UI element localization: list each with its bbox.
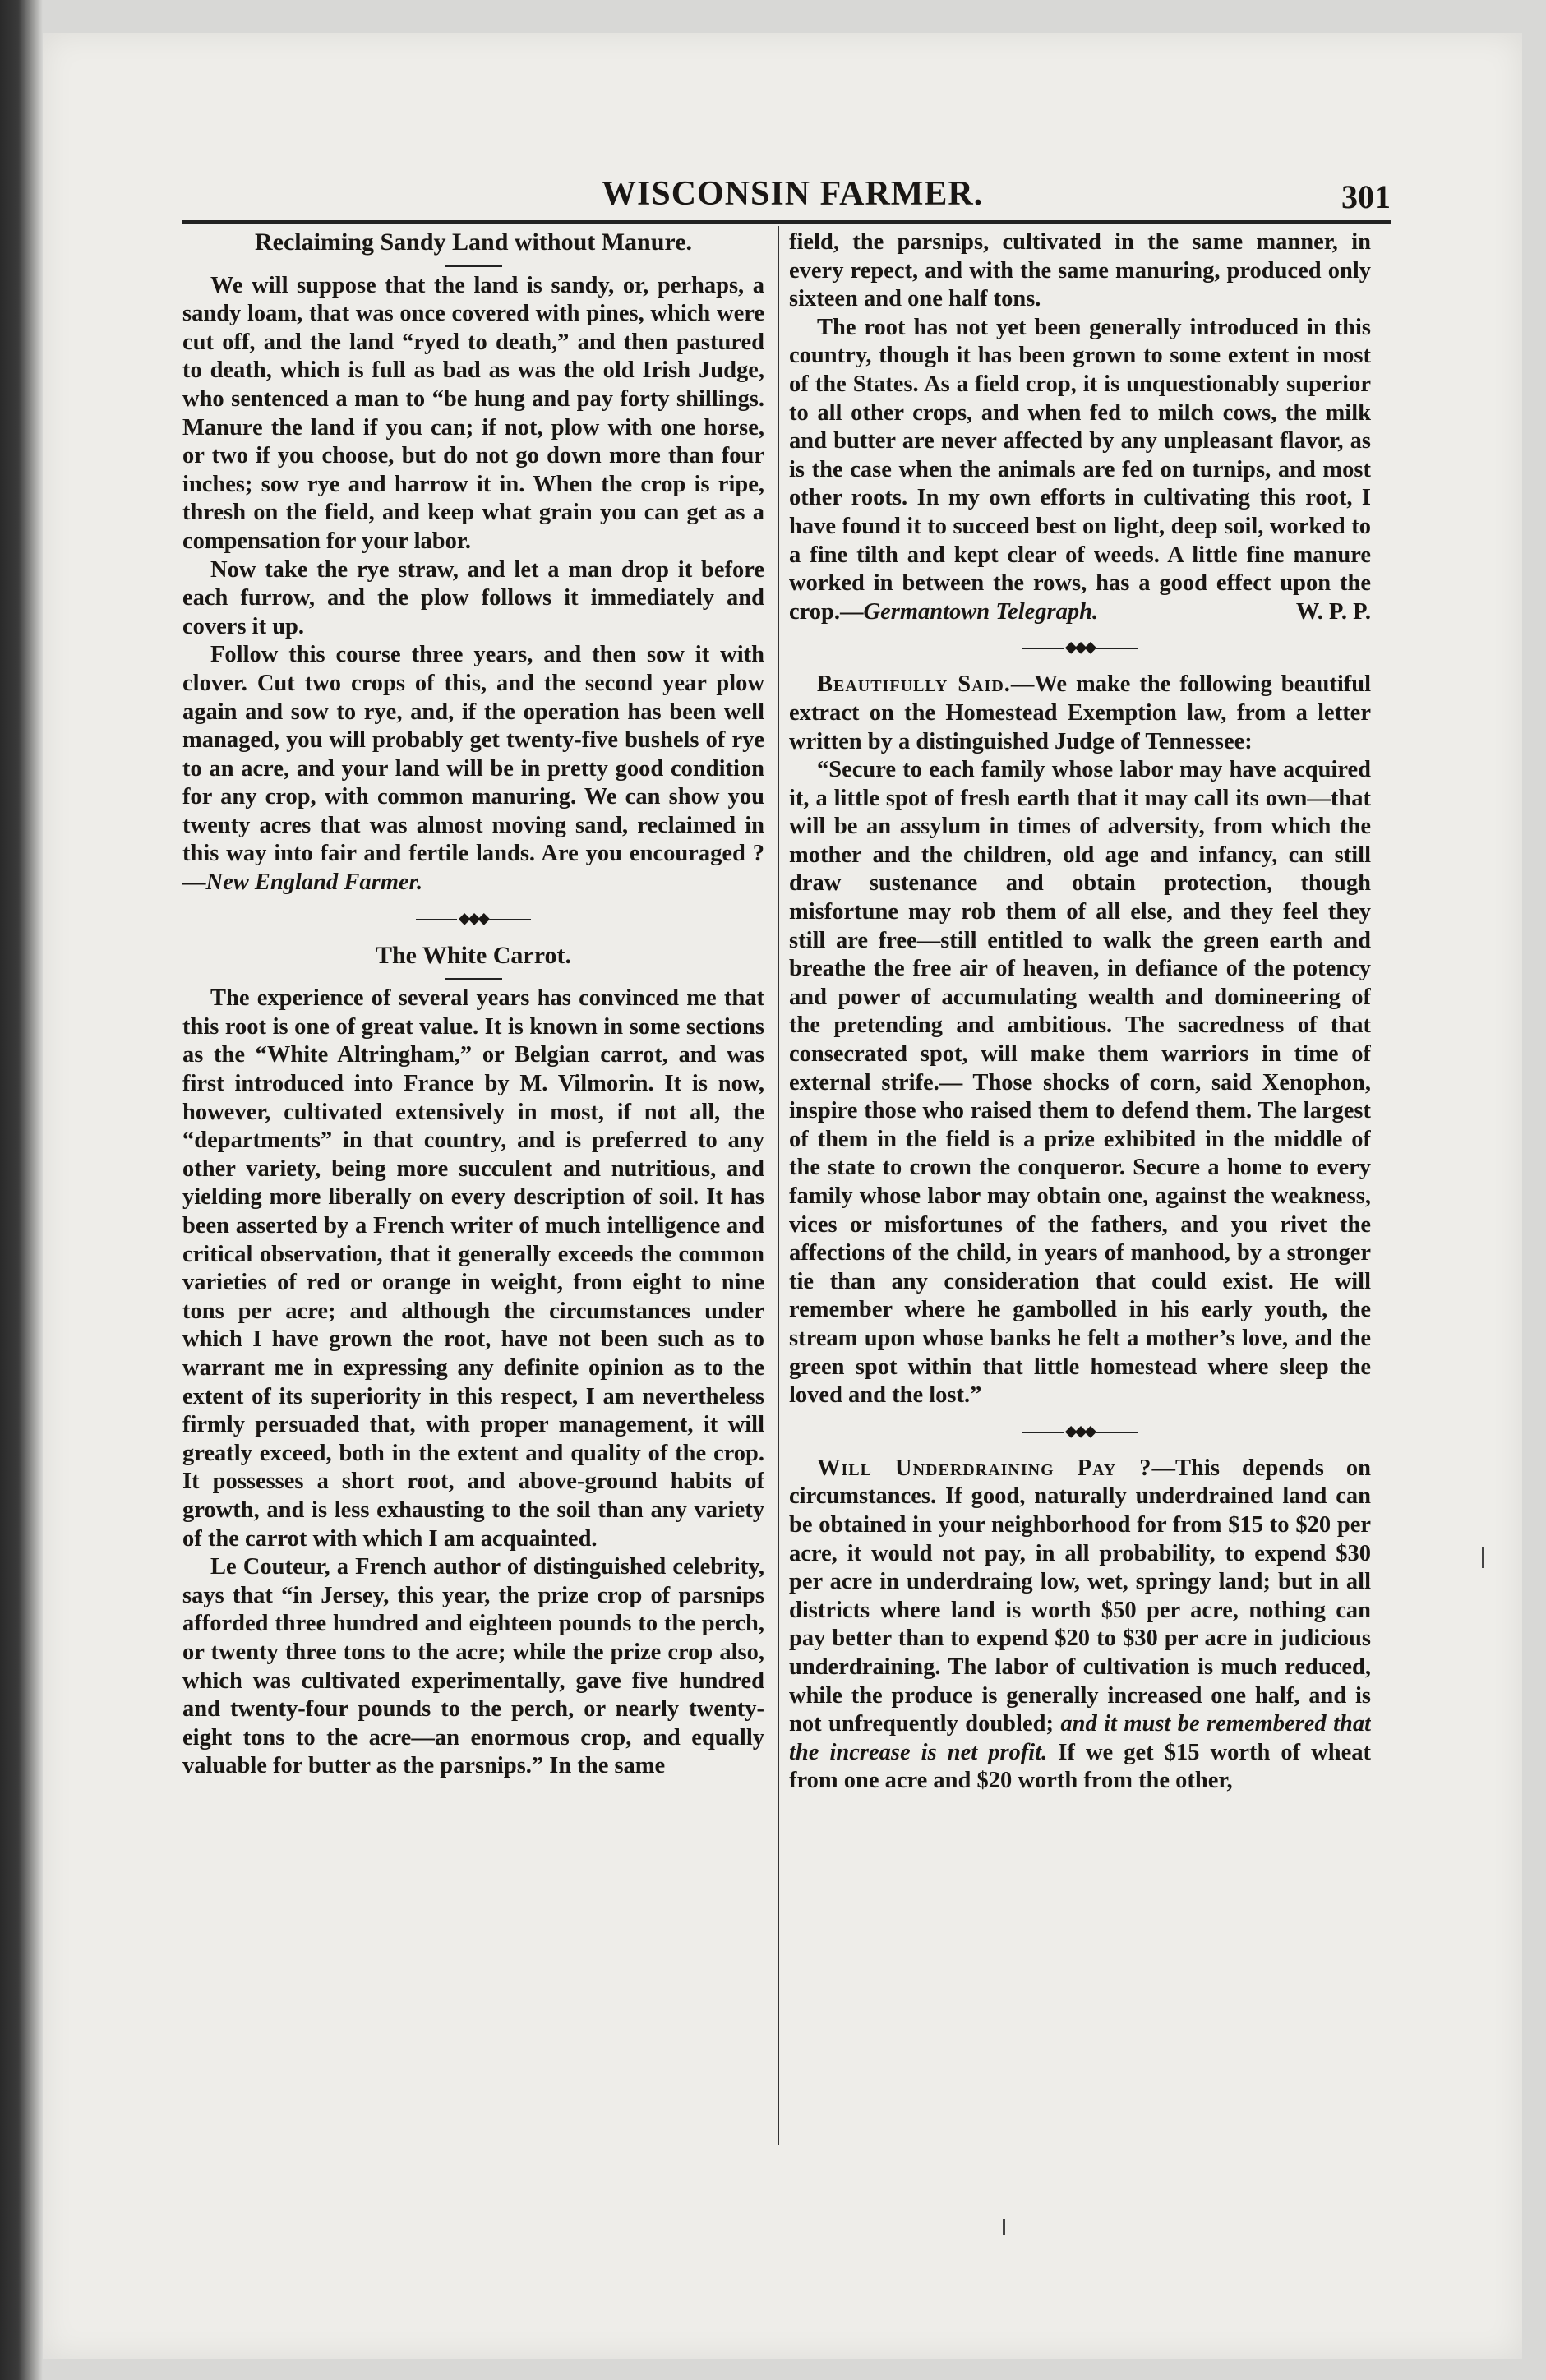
- quote-paragraph: “Secure to each family whose labor may have acquired it, a little spot of fresh earth that it may call its own—that will be an assylum in times of adversity, from which the mother and the children, old age and infancy, can still draw sustenance and obtain protection, though misfortune may rob them of all else, and they feel they still are free—still entitled to walk the green earth and breathe the free air of heaven, in defiance of the potency and power of accumulating wealth and domineering of the pretending and ambitious. The sacredness of that consecrated spot, will make them warriors in time of external strife.— Those shocks of corn, said Xenophon, inspire those who raised them to defend them. The largest of them in the field is a prize exhibited in the middle of the state to crown the conqueror. Secure a home to every family whose labor may obtain one, against the weakness, vices or misfortunes of the fathers, and you rivet the affections of the child, in years of manhood, by a stronger tie than any consideration that could exist. He will remember where he gambolled in his early youth, the stream upon whose banks he felt a mother’s love, and the green spot within that little homestead where sleep the loved and the lost.”: [789, 757, 1371, 1409]
- paragraph-text: —We make the following beautiful extract on the Homestead Exemption law, from a letter written by a distinguished Judge of Tennessee:: [789, 671, 1371, 754]
- section-ornament: [416, 909, 531, 926]
- source-credit: Germantown Telegraph.: [863, 598, 1099, 625]
- article-title-white-carrot: The White Carrot.: [375, 941, 572, 969]
- ornament-glyph: ◆◆◆: [1065, 1422, 1095, 1439]
- column-divider: [778, 226, 779, 2145]
- source-credit: New England Farmer.: [205, 869, 423, 896]
- publication-title: WISCONSIN FARMER.: [602, 175, 984, 213]
- page-number: 301: [1341, 178, 1391, 215]
- book-spine-shadow: [0, 0, 43, 2380]
- paragraph: Le Couteur, a French author of distinguished celebrity, says that “in Jersey, this year, the prize crop of parsnips afforded three hundred and eighteen pounds to the perch, or twenty three tons to the acre; while the prize crop also, which was cultivated experimentally, gave five hundred and twenty-four pounds to the perch, or nearly twenty-eight tons to the acre—an enormous crop, and equally valuable for butter as the parsnips.” In the same: [182, 1554, 764, 1779]
- paragraph: [789, 1455, 1371, 1796]
- article-lead-beautifully-said: Beautifully Said.: [817, 671, 1011, 698]
- section-ornament: [1022, 639, 1138, 656]
- paragraph: [789, 314, 1371, 627]
- paragraph-text: If we get $15 worth of wheat from one acre and $20 worth from the other,: [789, 1739, 1371, 1794]
- ornament-glyph: ◆◆◆: [1065, 639, 1095, 656]
- margin-mark: [1482, 1547, 1484, 1568]
- author-signature: W. P. P.: [1295, 598, 1371, 625]
- section-ornament: [1022, 1422, 1138, 1439]
- paragraph-text: —This depends on circumstances. If good, naturally underdrained land can be obtained in your neighborhood for from $15 to $20 per acre, it would not pay, in all probability, to expend $30 per acre in underdraing low, wet, springy land; but in all districts where land is worth $50 per acre, nothing can pay better than to expend $20 to $30 per acre in judicious underdraining. The labor of cultivation is much reduced, while the produce is generally increased one half, and is not unfrequently doubled;: [789, 1455, 1371, 1737]
- article-lead-underdraining: Will Underdraining Pay ?: [817, 1455, 1152, 1481]
- paragraph-text: The root has not yet been generally introduced in this country, though it has been grown to some extent in most of the States. As a field crop, it is unquestionably superior to all other crops, and when fed to milch cows, the milk and butter are never affected by any unpleasant flavor, as is the case when the animals are fed on turnips, and most other roots. In my own efforts in cultivating this root, I have found it to succeed best on light, deep soil, worked to a fine tilth and kept clear of weeds. A little fine manure worked in between the rows, has a good effect upon the crop.—: [789, 314, 1371, 625]
- running-header: [182, 174, 1391, 220]
- paragraph: [182, 641, 764, 897]
- paragraph-text: Follow this course three years, and then sow it with clover. Cut two crops of this, and the second year plow again and sow to rye, and, if the operation has been well managed, you will probably get twenty-five bushels of rye to an acre, and your land will be in pretty good condition for any crop, with common manuring. We can show you twenty acres that was almost moving sand, reclaimed in this way into fair and fertile lands. Are you encouraged ?—: [182, 642, 764, 896]
- margin-mark: [1003, 2219, 1005, 2235]
- paragraph: field, the parsnips, cultivated in the same manner, in every repect, and with the same manuring, produced only sixteen and one half tons.: [789, 229, 1371, 312]
- paragraph: [789, 671, 1371, 756]
- italic-emphasis: and it must be remembered that the increase is net profit.: [789, 1711, 1371, 1765]
- title-underline: [445, 265, 502, 267]
- paragraph: The experience of several years has convinced me that this root is one of great value. It is known in some sections as the “White Altringham,” or Belgian carrot, and was first introduced into France by M. Vilmorin. It is now, however, cultivated extensively in most, if not all, the “departments” in that country, and is preferred to any other variety, being more succulent and nutritious, and yielding more liberally on every description of soil. It has been asserted by a French writer of much intelligence and critical observation, that it generally exceeds the common varieties of red or orange in weight, from eight to nine tons per acre; and although the circumstances under which I have grown the root, have not been such as to warrant me in expressing any definite opinion as to the extent of its superiority in this respect, I am nevertheless firmly persuaded that, with proper management, it will greatly exceed, both in the extent and quality of the crop. It possesses a short root, and above-ground habits of growth, and is less exhausting to the soil than any variety of the carrot with which I am acquainted.: [182, 985, 764, 1552]
- title-underline: [445, 978, 502, 980]
- paragraph: Now take the rye straw, and let a man drop it before each furrow, and the plow follows it immediately and covers it up.: [182, 556, 764, 639]
- right-column: [789, 228, 1371, 2143]
- article-title-reclaiming: Reclaiming Sandy Land without Manure.: [254, 228, 693, 256]
- ornament-glyph: ◆◆◆: [459, 909, 488, 926]
- paragraph: We will suppose that the land is sandy, or, perhaps, a sandy loam, that was once covered with pines, which were cut off, and the land “ryed to death,” and then pastured to death, which is full as bad as was the old Irish Judge, who sentenced a man to “be hung and pay forty shillings. Manure the land if you can; if not, plow with one horse, or two if you choose, but do not go down more than four inches; sow rye and harrow it in. When the crop is ripe, thresh on the field, and keep what grain you can get as a compensation for your labor.: [182, 272, 764, 554]
- left-column: [182, 228, 764, 2143]
- header-rule: [182, 220, 1391, 224]
